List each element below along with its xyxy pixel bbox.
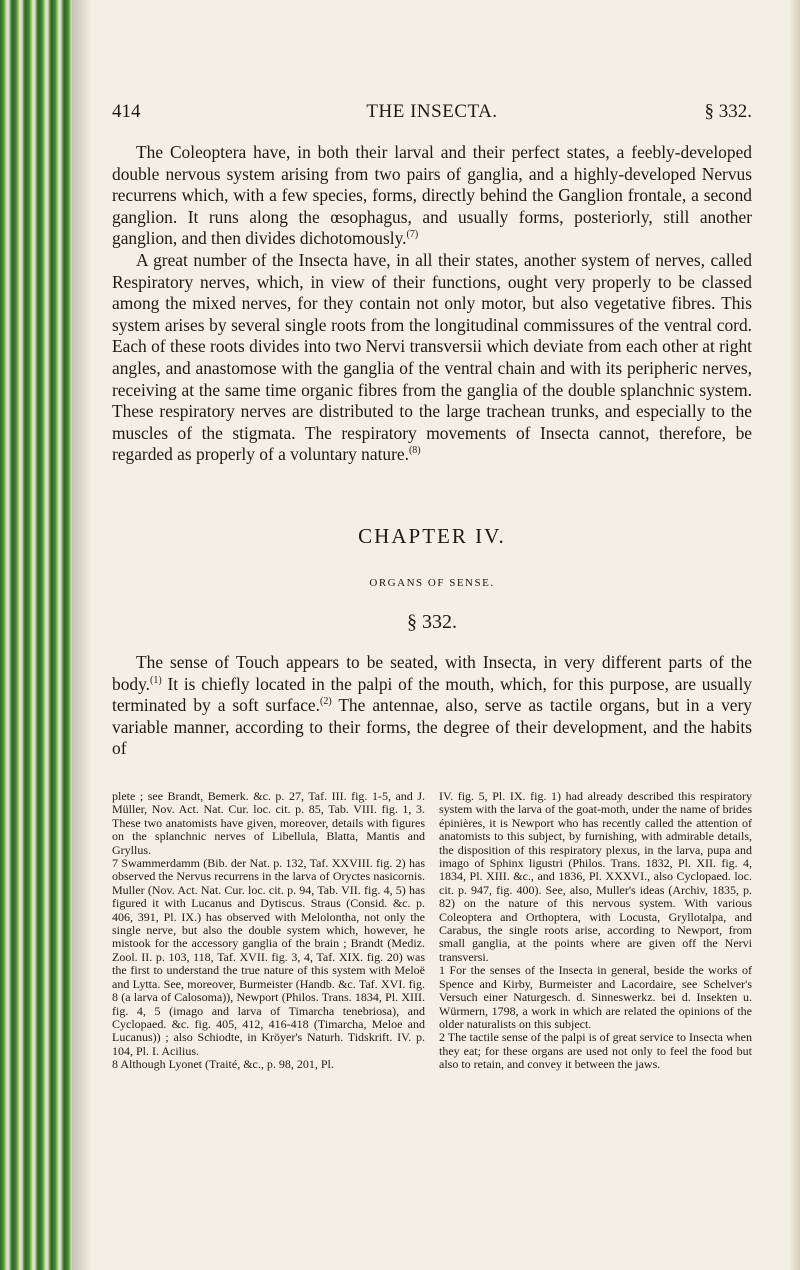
paragraph-coleoptera: The Coleoptera have, in both their larval and their perfect states, a feebly-developed double nervous system arising from two pairs of ganglia, and a highly-developed Nervus recurrens which, with a few species, forms, directly behind the Ganglion frontale, a second ganglion. It runs along the œsophagus, and usually forms, posteriorly, still another ganglion, and then divides dichotomously.$^{(7)}$	[112, 142, 752, 249]
footnote-ref-2: (2)	[319, 696, 332, 708]
section-heading: § 332.	[407, 610, 457, 633]
running-header	[112, 101, 752, 131]
footnote-8: 8 Although Lyonet (Traité, &c., p. 98, 201, Pl.	[112, 1057, 334, 1072]
paragraph-respiratory: A great number of the Insecta have, in all their states, another system of nerves, called Respiratory nerves, which, in view of their functions, ought very properly to be classed among the mixed nerves, for they contain not only motor, but also vegetative fibres. This system arises by several single roots from the longitudinal commissures of the ventral cord. Each of these roots divides into two Nervi transversii which deviate from each other at right angles, and anastomose with the ganglia of the ventral chain and with its peripheric nerves, receiving at the same time organic fibres from the ganglia of the double splanchnic system. These respiratory nerves are distributed to the large trachean trunks, and especially to the muscles of the stigmata. The respiratory movements of Insecta cannot, therefore, be regarded as properly of a voluntary nature.$^{(8)}$	[112, 249, 752, 465]
footnote-2: 2 The tactile sense of the palpi is of great service to Insecta when they eat; for these organs are used not only to feel the food but also to retain, and convey it between the jaws.	[439, 1030, 752, 1072]
chapter-subtitle: ORGANS OF SENSE.	[369, 576, 495, 589]
main-text	[112, 142, 752, 760]
header-section: § 332.	[704, 101, 752, 122]
footnote-ref-8: (8)	[408, 445, 421, 457]
footnotes-right-column	[439, 790, 752, 1180]
running-title: THE INSECTA.	[366, 101, 498, 122]
book-binding	[0, 0, 72, 1270]
footnote-1: 1 For the senses of the Insecta in general, beside the works of Spence and Kirby, Burmeister and Lacordaire, see Schelver's Versuch einer Naturgesch. d. Sinneswerkz. bei d. Insekten u. Würmern, 1798, a work in which are related the opinions of the older naturalists on this subject.	[439, 963, 752, 1031]
footnote-8-continued: IV. fig. 5, Pl. IX. fig. 1) had already described this respiratory system with the larva of the goat-moth, under the name of brides épinières, it is Newport who has recently called the attention of anatomists to this subject, by furnishing, with admirable details, the disposition of this respiratory plexus, in the larva, pupa and imago of Sphinx ligustri (Philos. Trans. 1832, Pl. XII. fig. 4, 1834, Pl. XIII. &c., and 1836, Pl. XXXVI., also Cyclopaed. loc. cit. p. 947, fig. 400). See, also, Muller's ideas (Archiv, 1835, p. 82) on the nature of this nervous system. With various Coleoptera and Orthoptera, with Locusta, Gryllotalpa, and Carabus, the single roots arise, according to Newport, from small ganglia, at the points where are given off the Nervi transversi.	[439, 789, 752, 964]
footnotes-left-column	[112, 790, 425, 1180]
footnotes	[112, 790, 752, 1180]
page-number: 414	[112, 101, 141, 122]
chapter-title: CHAPTER IV.	[358, 523, 506, 548]
footnote-ref-1: (1)	[150, 674, 162, 686]
gutter-shadow	[72, 0, 92, 1270]
page-edge	[790, 0, 800, 1270]
footnote-7: 7 Swammerdamm (Bib. der Nat. p. 132, Taf. XXVIII. fig. 2) has observed the Nervus recurrens in the larva of Oryctes nasicornis. Muller (Nov. Act. Nat. Cur. loc. cit. p. 94, Tab. VII. fig. 4, 5) has figured it with Lucanus and Dytiscus. Straus (Consid. &c. p. 406, 391, Pl. IX.) has observed with Melolontha, not only the single nerve, but also the double system which, however, he mistook for the accessory ganglia of the brain ; Brandt (Mediz. Zool. II. p. 103, 118, Taf. XVII. fig. 3, 4, Taf. XIX. fig. 20) was the first to understand the true nature of this system with Meloë and Lytta. See, moreover, Burmeister (Handb. &c. Taf. XVI. fig. 8 (a larva of Calosoma)), Newport (Philos. Trans. 1834, Pl. XIII. fig. 4, 5 (imago and larva of Timarcha tenebriosa), and Cyclopaed. &c. fig. 405, 412, 416-418 (Timarcha, Meloe and Lucanus)) ; also Schiodte, in Kröyer's Naturh. Tidskrift. IV. p. 104, Pl. I. Acilius.	[112, 856, 425, 1058]
footnote-continued: plete ; see Brandt, Bemerk. &c. p. 27, Taf. III. fig. 1-5, and J. Müller, Nov. Act. Nat. Cur. loc. cit. p. 85, Tab. VIII. fig. 1, 3. These two anatomists have given, moreover, details with figures on the splanchnic nerves of Libellula, Blatta, Mantis and Gryllus.	[112, 789, 425, 857]
paragraph-touch: The sense of Touch appears to be seated, with Insecta, in very different parts of the body.$^{(1)}$ It is chiefly located in the palpi of the mouth, which, for this purpose, are usually terminated by a soft surface.$^{(2)}$ The antennae, also, serve as tactile organs, but in a very variable manner, according to their forms, the degree of their development, and the habits of	[112, 651, 752, 759]
footnote-ref-7: (7)	[406, 229, 419, 241]
